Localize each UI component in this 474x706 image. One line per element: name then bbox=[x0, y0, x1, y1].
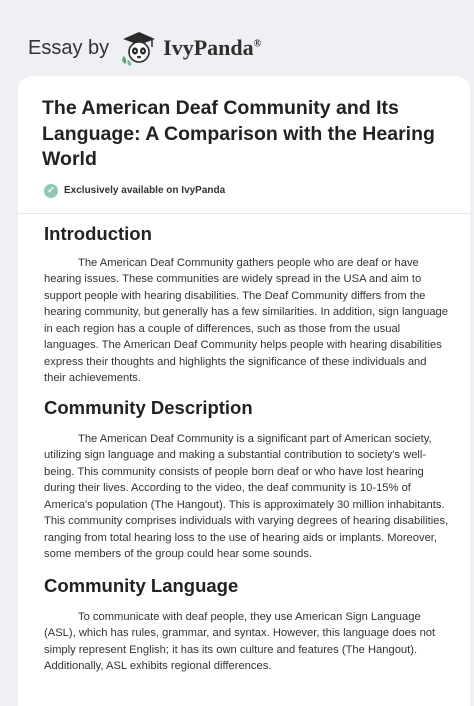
brand-name bbox=[163, 35, 261, 61]
brand-text: IvyPanda bbox=[163, 35, 254, 60]
registered-mark: ® bbox=[253, 38, 262, 50]
exclusive-badge bbox=[44, 184, 470, 198]
title-divider bbox=[18, 213, 470, 214]
section-heading: Community Language bbox=[44, 574, 239, 596]
site-header bbox=[0, 0, 474, 76]
section-introduction bbox=[18, 223, 470, 387]
check-badge-icon: ✓ bbox=[44, 184, 58, 198]
ivypanda-logo-link[interactable] bbox=[119, 30, 261, 66]
section-paragraph: To communicate with deaf people, they use American Sign Language (ASL), which has rules, grammar, and syntax. However, this language does not simply represent English; it has its own culture and features (The Hangout). Additionally, ASL exhibits regional differences. bbox=[44, 610, 436, 672]
essay-by-label: Essay by bbox=[28, 36, 110, 59]
panda-graduation-cap-icon bbox=[119, 30, 159, 66]
essay-by-branding bbox=[28, 30, 261, 66]
exclusive-label: Exclusively available on IvyPanda bbox=[64, 185, 226, 196]
section-paragraph: The American Deaf Community is a significant part of American society, utilizing sign language and making a substantial contribution to society's well-being. This community consists of people born deaf or who have lost hearing during their lives. According to the video, the deaf community is 10-15% of America's population (The Hangout). This is approximately 30 million inhabitants. This community comprises individuals with varying degrees of hearing disabilities, ranging from total hearing loss to the use of hearing aids or implants. Moreover, some members of the group could hear some sounds. bbox=[44, 432, 449, 560]
section-paragraph: The American Deaf Community gathers people who are deaf or have hearing issues. These communities are widely spread in the USA and aim to support people with hearing disabilities. The Deaf Community differs from the hearing community, but generally has a few similarities. In addition, sign language in each region has a couple of differences, such as those from the usual languages. The American Deaf Community helps people with hearing disabilities express their thoughts and highlights the significance of these individuals and their achievements. bbox=[44, 256, 449, 384]
section-community-description bbox=[18, 397, 470, 563]
essay-card bbox=[18, 76, 470, 706]
section-heading: Community Description bbox=[44, 396, 253, 418]
section-community-language bbox=[18, 575, 470, 675]
essay-title: The American Deaf Community and Its Language: A Comparison with the Hearing World bbox=[42, 97, 435, 170]
section-heading: Introduction bbox=[44, 222, 152, 244]
